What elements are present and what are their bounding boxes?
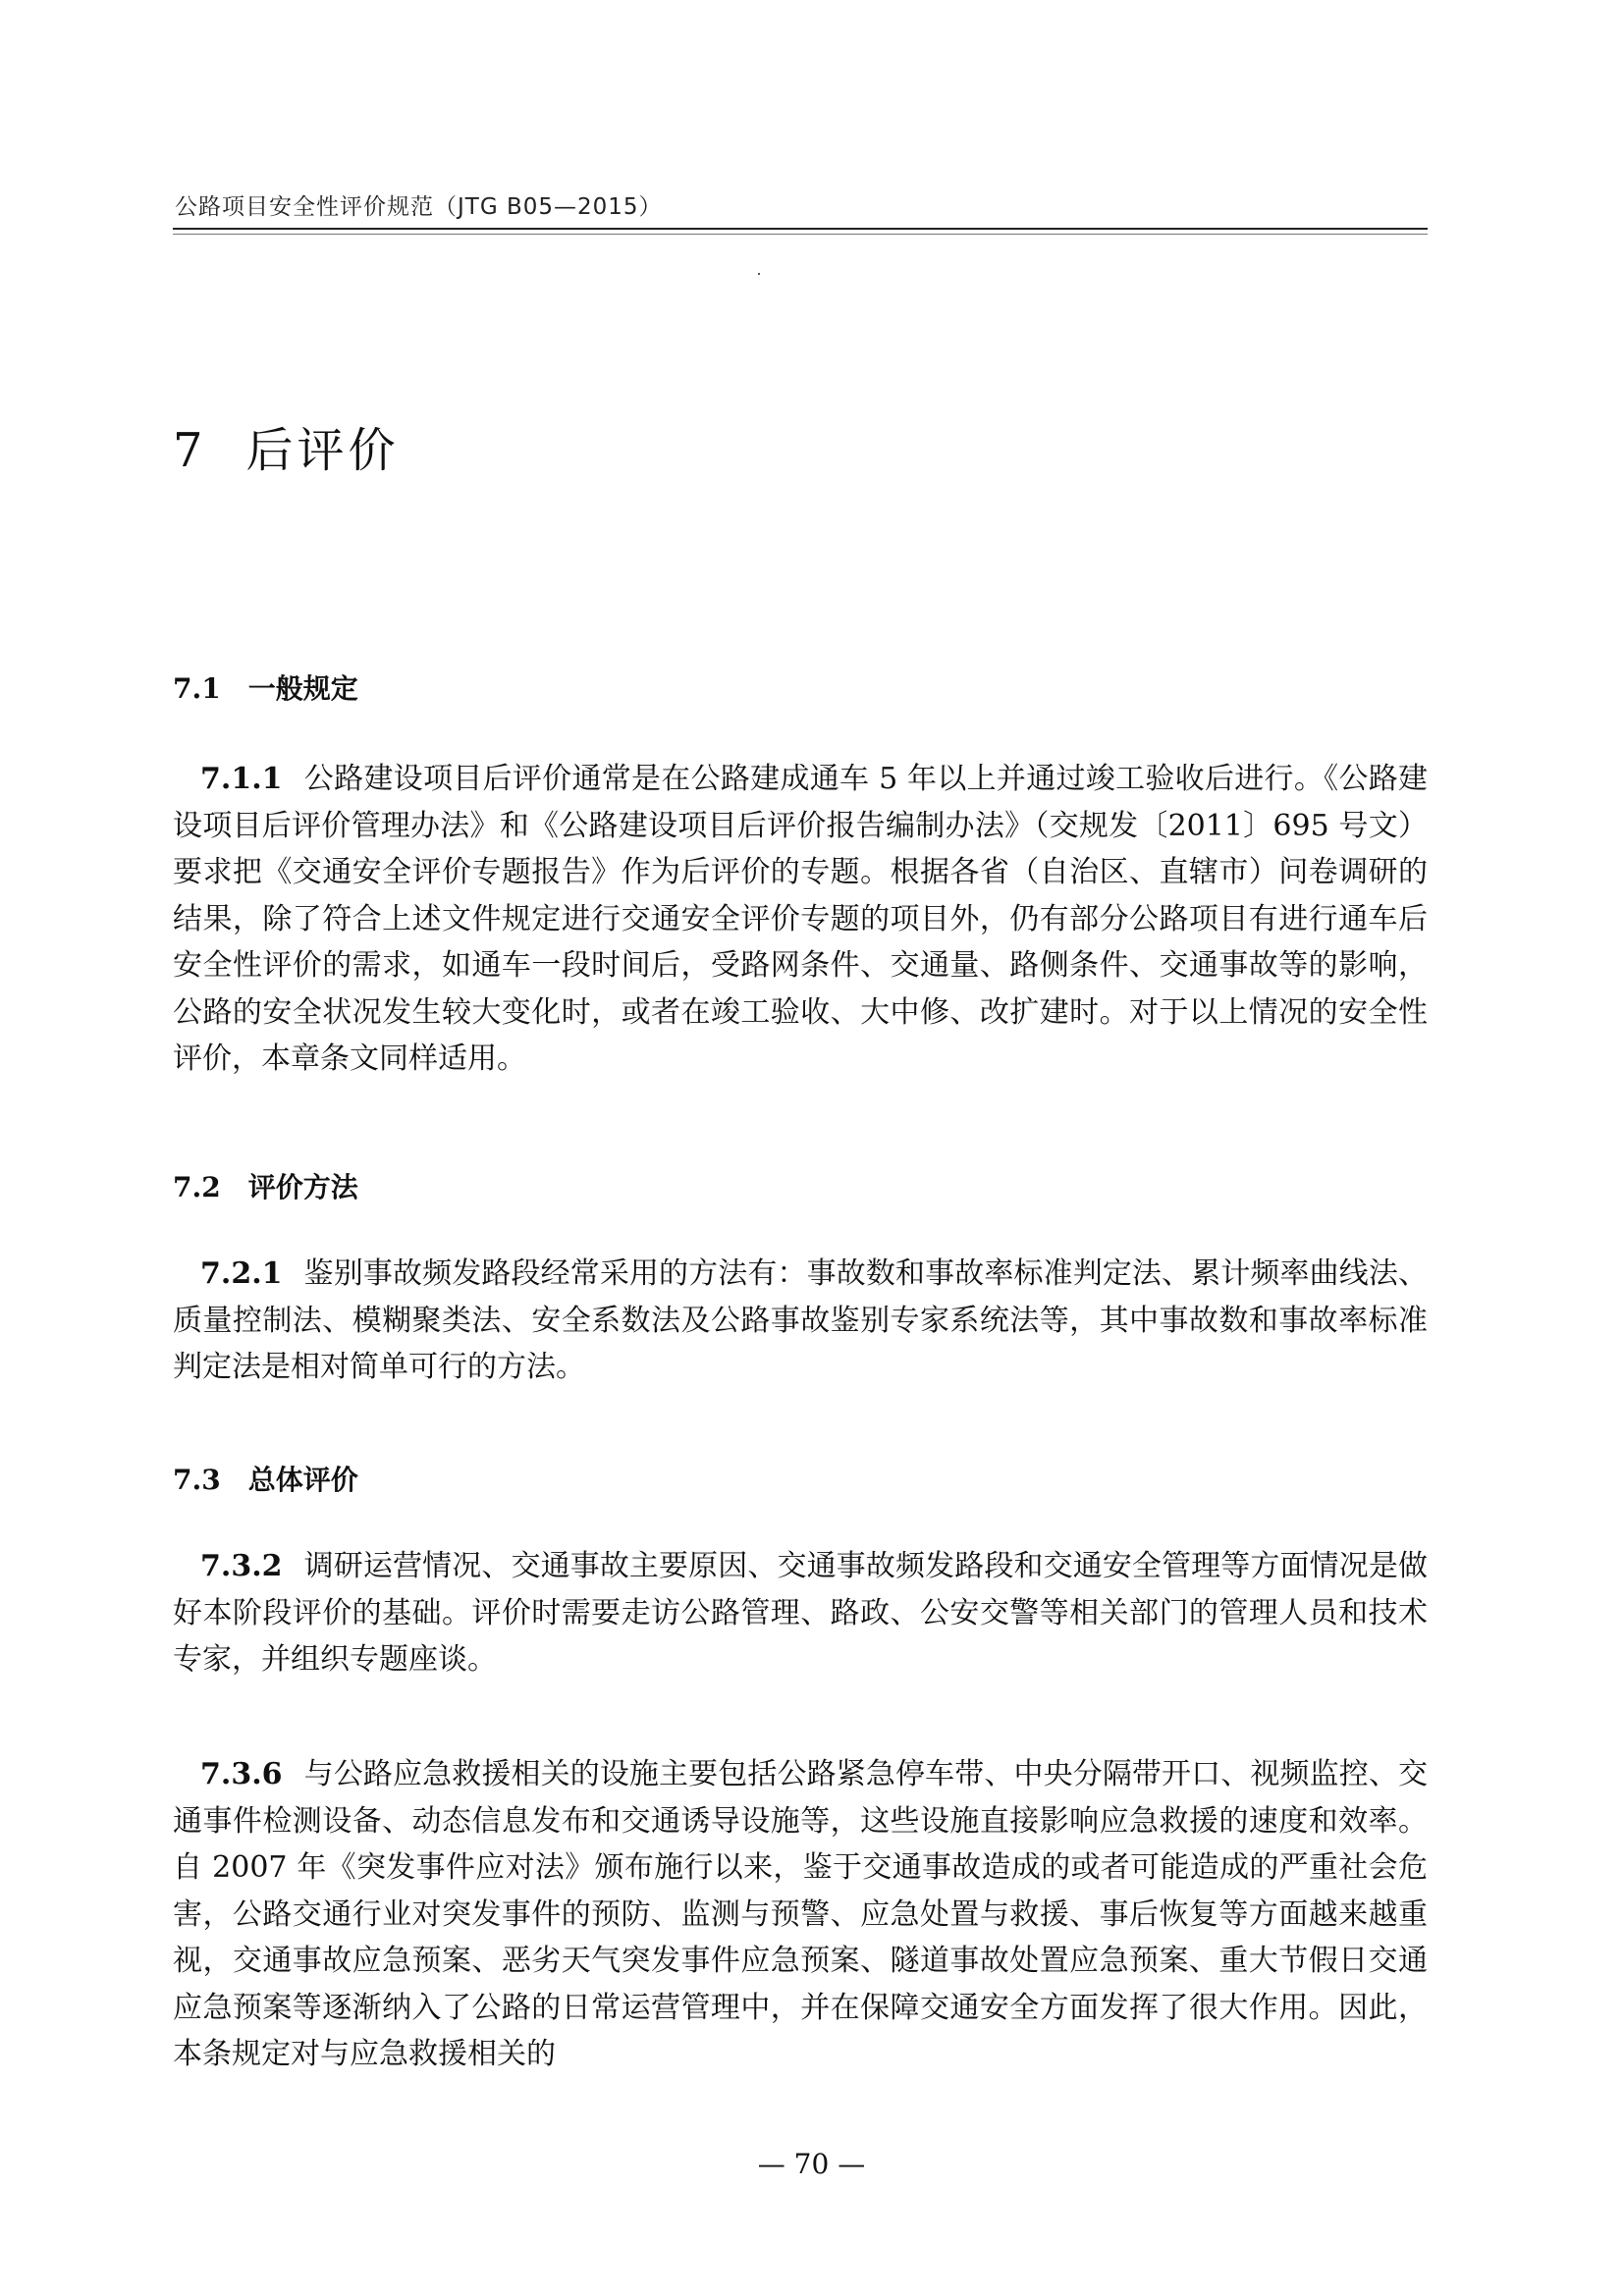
clause-number: 7.3.6 — [200, 1757, 283, 1791]
chapter-title-text: 后评价 — [245, 423, 400, 478]
chapter-title — [173, 412, 400, 480]
clause-number: 7.2.1 — [200, 1256, 283, 1291]
header-rule — [173, 228, 1428, 230]
section-number: 7.1 — [173, 672, 221, 705]
section-title: 评价方法 — [247, 1171, 358, 1203]
running-header: 公路项目安全性评价规范（JTG B05—2015） — [175, 194, 663, 220]
clause-number: 7.3.2 — [200, 1549, 283, 1583]
page-number: — 70 — — [757, 2148, 866, 2180]
clause-number: 7.1.1 — [200, 762, 283, 796]
section-number: 7.2 — [173, 1171, 221, 1203]
section-heading-7-2 — [173, 1166, 358, 1205]
clause-7-3-6 — [173, 1751, 1428, 2078]
clause-text: 鉴别事故频发路段经常采用的方法有：事故数和事故率标准判定法、累计频率曲线法、质量控制法、模糊聚类法、安全系数法及公路事故鉴别专家系统法等，其中事故数和事故率标准判定法是相对简单可行的方法。 — [173, 1256, 1428, 1384]
header-rule-thin — [173, 234, 1428, 235]
scan-speck — [758, 273, 760, 275]
clause-7-3-2 — [173, 1543, 1428, 1683]
clause-text: 公路建设项目后评价通常是在公路建成通车 5 年以上并通过竣工验收后进行。《公路建设项目后评价管理办法》和《公路建设项目后评价报告编制办法》（交规发〔2011〕695 号文）要求把《交通安全评价专题报告》作为后评价的专题。根据各省（自治区、直辖市）问卷调研的结果，除了符合上述文件规定进行交通安全评价专题的项目外，仍有部分公路项目有进行通车后安全性评价的需求，如通车一段时间后，受路网条件、交通量、路侧条件、交通事故等的影响，公路的安全状况发生较大变化时，或者在竣工验收、大中修、改扩建时。对于以上情况的安全性评价，本章条文同样适用。 — [173, 762, 1428, 1076]
section-heading-7-1 — [173, 667, 358, 707]
section-title: 总体评价 — [247, 1464, 358, 1496]
clause-text: 与公路应急救援相关的设施主要包括公路紧急停车带、中央分隔带开口、视频监控、交通事件检测设备、动态信息发布和交通诱导设施等，这些设施直接影响应急救援的速度和效率。自 2007 年《突发事件应对法》颁布施行以来，鉴于交通事故造成的或者可能造成的严重社会危害，公路交通行业对突发事件的预防、监测与预警、应急处置与救援、事后恢复等方面越来越重视，交通事故应急预案、恶劣天气突发事件应急预案、隧道事故处置应急预案、重大节假日交通应急预案等逐渐纳入了公路的日常运营管理中，并在保障交通安全方面发挥了很大作用。因此，本条规定对与应急救援相关的 — [173, 1757, 1428, 2071]
section-title: 一般规定 — [247, 672, 358, 705]
section-number: 7.3 — [173, 1464, 221, 1496]
clause-7-1-1 — [173, 756, 1428, 1083]
clause-7-2-1 — [173, 1251, 1428, 1391]
clause-text: 调研运营情况、交通事故主要原因、交通事故频发路段和交通安全管理等方面情况是做好本阶段评价的基础。评价时需要走访公路管理、路政、公安交警等相关部门的管理人员和技术专家，并组织专题座谈。 — [173, 1549, 1428, 1677]
chapter-number: 7 — [173, 423, 207, 478]
section-heading-7-3 — [173, 1459, 358, 1498]
